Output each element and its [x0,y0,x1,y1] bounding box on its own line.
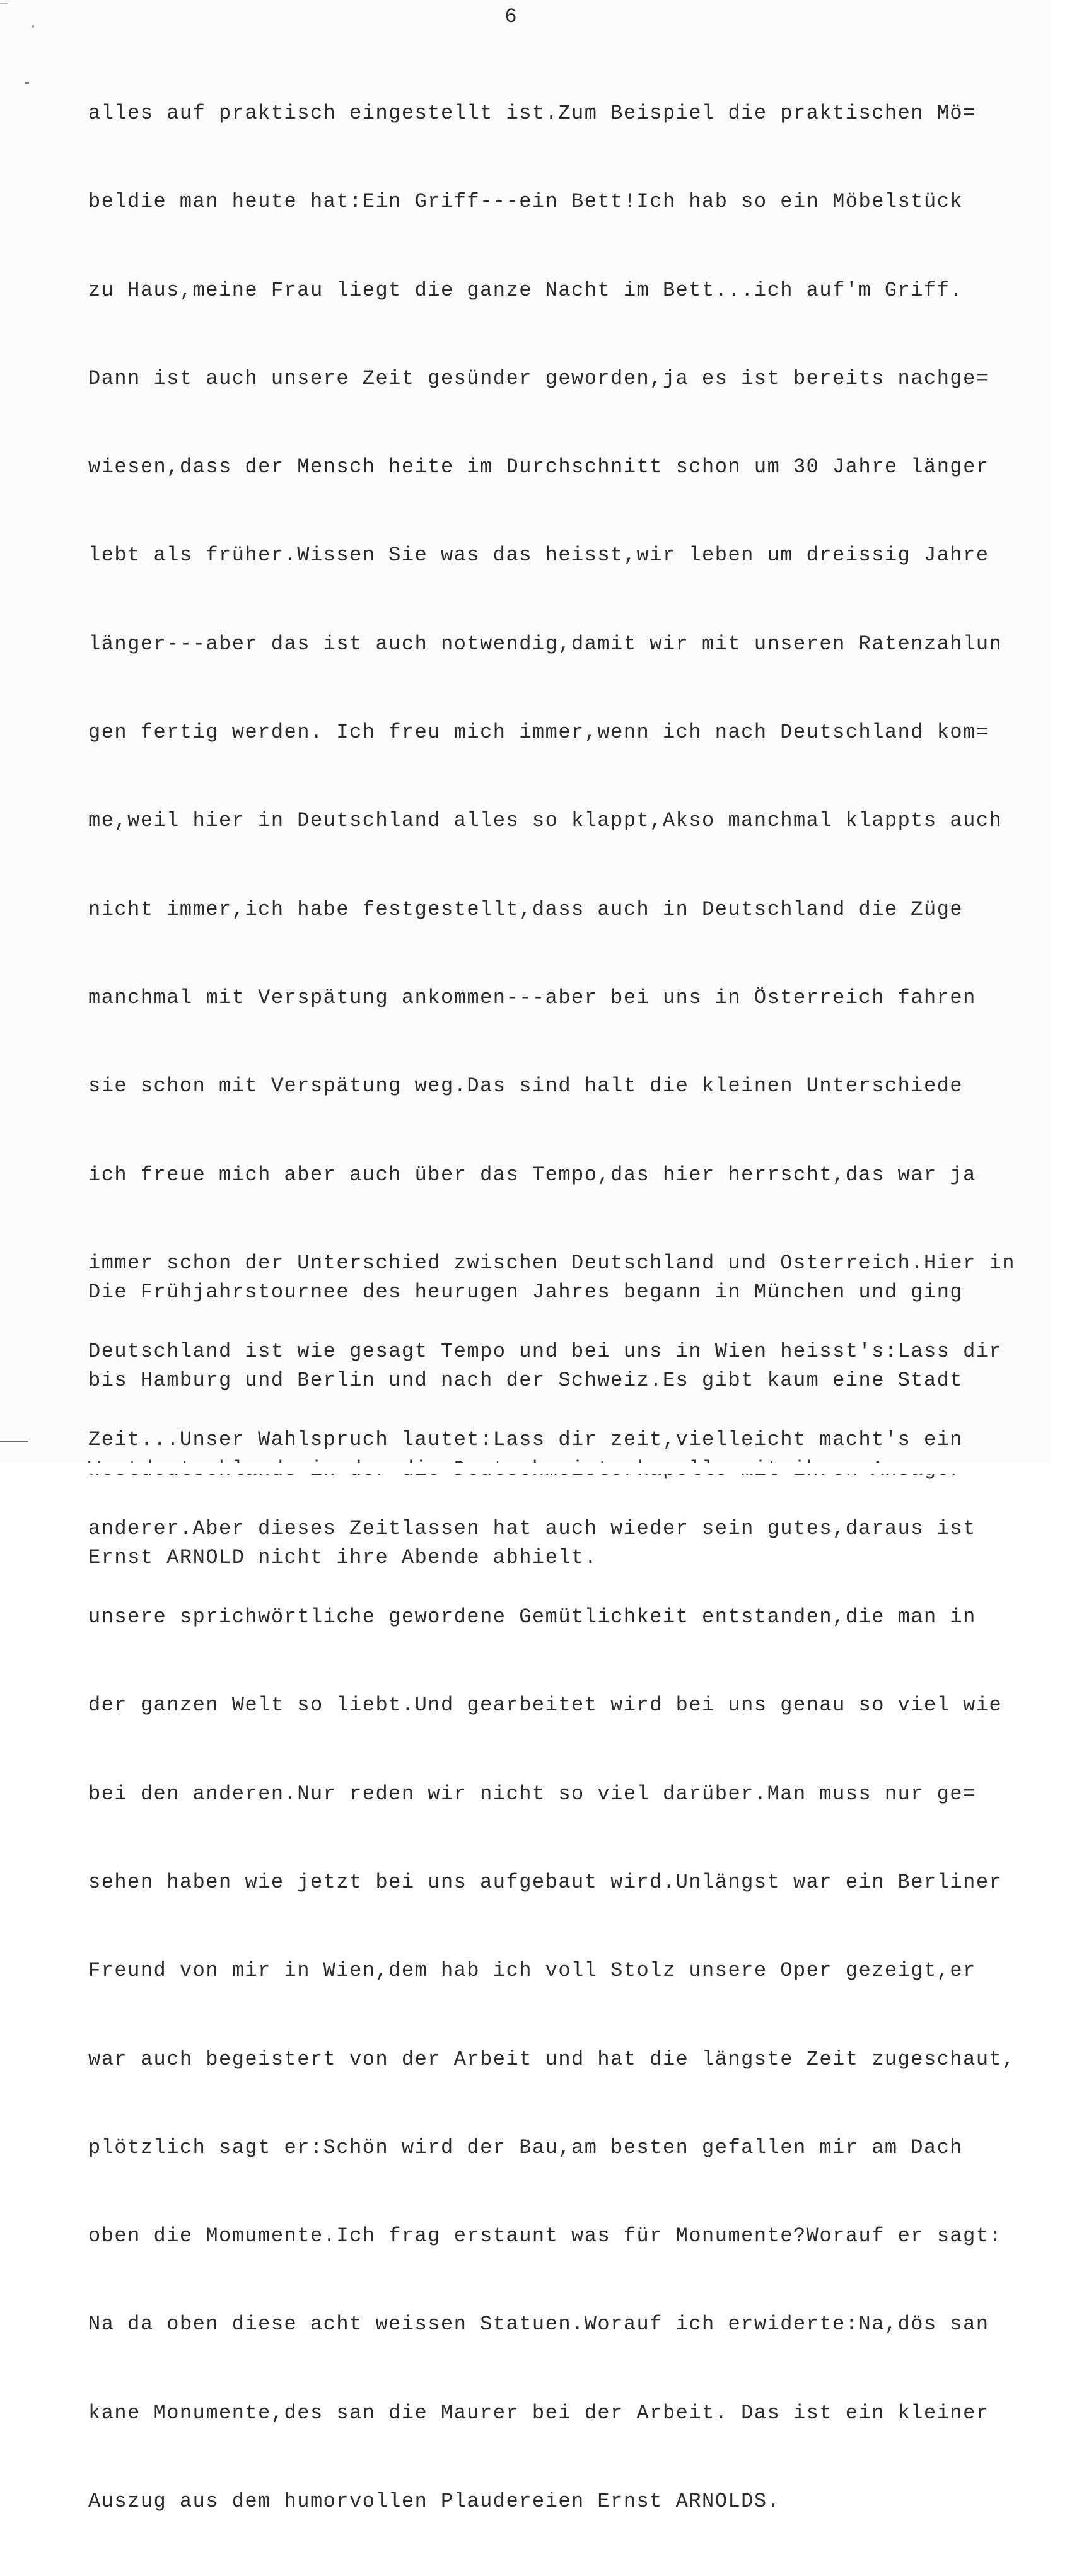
text-line: immer schon der Unterschied zwischen Deutschland und Osterreich.Hier in [88,1251,1015,1275]
text-line: nicht immer,ich habe festgestellt,dass auch in Deutschland die Züge [88,897,964,921]
text-line: Freund von mir in Wien,dem hab ich voll Stolz unsere Oper gezeigt,er [88,1959,976,1983]
text-line: unsere sprichwörtliche gewordene Gemütlichkeit entstanden,die man in [88,1605,976,1629]
text-line: gen fertig werden. Ich freu mich immer,wenn ich nach Deutschland kom= [88,721,989,745]
paragraph-2 [88,1232,963,1632]
text-line: oben die Momumente.Ich frag erstaunt was für Monumente?Worauf er sagt: [88,2224,1003,2248]
text-line: alles auf praktisch eingestellt ist.Zum Beispiel die praktischen Mö= [88,102,976,125]
text-line: ich freue mich aber auch über das Tempo,das hier herrscht,das war ja [88,1163,976,1186]
scan-mark [25,82,29,84]
text-line: bis Hamburg und Berlin und nach der Schweiz.Es gibt kaum eine Stadt [88,1369,964,1393]
text-line: kane Monumente,des san die Maurer bei der Arbeit. Das ist ein kleiner [88,2401,989,2425]
text-line: länger---aber das ist auch notwendig,damit wir mit unseren Ratenzahlun [88,632,1003,656]
text-line: sie schon mit Verspätung weg.Das sind halt die kleinen Unterschiede [88,1074,964,1098]
text-line: me,weil hier in Deutschland alles so klappt,Akso manchmal klappts auch [88,809,1003,833]
text-line: Zeit...Unser Wahlspruch lautet:Lass dir zeit,vielleicht macht's ein [88,1428,964,1452]
scan-mark [0,1441,28,1442]
text-line: plötzlich sagt er:Schön wird der Bau,am besten gefallen mir am Dach [88,2135,964,2159]
text-line: sehen haben wie jetzt bei uns aufgebaut wird.Unlängst war ein Berliner [88,1870,1003,1894]
text-line: bei den anderen.Nur reden wir nicht so viel darüber.Man muss nur ge= [88,1782,976,1806]
text-line: Ernst ARNOLD nicht ihre Abende abhielt. [88,1545,598,1569]
text-line: Auszug aus dem humorvollen Plaudereien Ernst ARNOLDS. [88,2490,781,2514]
text-line: Deutschland ist wie gesagt Tempo und bei uns in Wien heisst's:Lass dir [88,1340,1003,1364]
scan-border-right [1050,0,1072,1474]
text-line: Na da oben diese acht weissen Statuen.Worauf ich erwiderte:Na,dös san [88,2312,989,2336]
text-line [88,1456,963,1497]
scan-mark [32,25,34,28]
text-line: Dann ist auch unsere Zeit gesünder geworden,ja es ist bereits nachge= [88,366,989,390]
scan-border-bottom [0,1463,1072,1474]
text-line: beldie man heute hat:Ein Griff---ein Bett!Ich hab so ein Möbelstück [88,190,964,214]
text-line: zu Haus,meine Frau liegt die ganze Nacht im Bett...ich auf'm Griff. [88,278,964,302]
text-line: Die Frühjahrstournee des heurugen Jahres begann in München und ging [88,1280,964,1304]
page-number: 6 [504,5,517,28]
text-line: wiesen,dass der Mensch heite im Durchschnitt schon um 30 Jahre länger [88,455,989,479]
text-line: anderer.Aber dieses Zeitlassen hat auch wieder sein gutes,daraus ist [88,1516,976,1540]
text-line: manchmal mit Verspätung ankommen---aber bei uns in Österreich fahren [88,985,976,1009]
scan-mark [0,3,8,4]
text-line: war auch begeistert von der Arbeit und hat die längste Zeit zugeschaut, [88,2047,1015,2071]
text-line: der ganzen Welt so liebt.Und gearbeitet wird bei uns genau so viel wie [88,1693,1003,1717]
text-line: lebt als früher.Wissen Sie was das heisst,wir leben um dreissig Jahre [88,543,989,567]
